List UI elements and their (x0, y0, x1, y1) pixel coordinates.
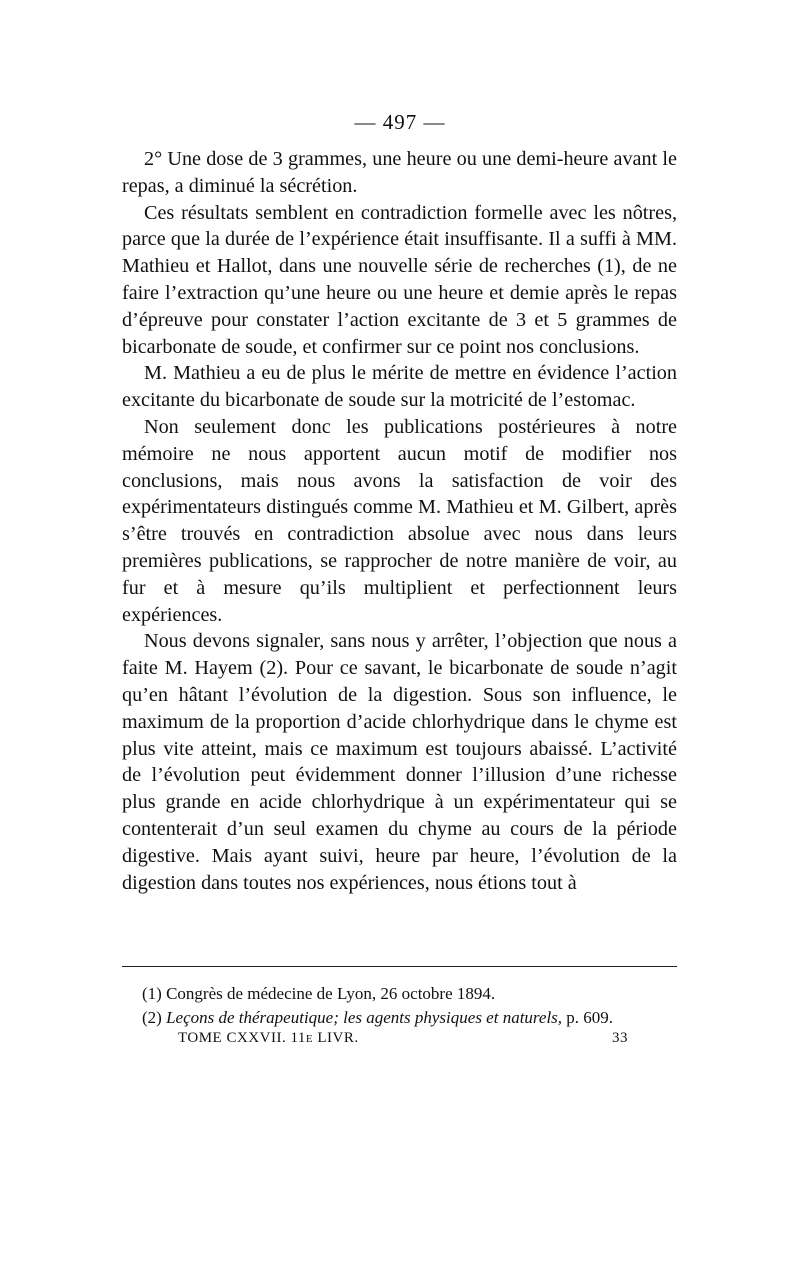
footnote-2-title: Leçons de thérapeutique; les agents physiques et naturels, (166, 1008, 563, 1027)
paragraph-4: Non seulement donc les publications postérieures à notre mémoire ne nous apportent aucun motif de modifier nos conclusions, mais nous avons la satisfaction de voir des expérimentateurs distingués comme M. Mathieu et M. Gilbert, après s’être trouvés en contradiction absolue avec nous dans leurs premières publications, se rapprocher de notre manière de voir, au fur et à mesure qu’ils multiplient et perfectionnent leurs expériences. (122, 415, 677, 626)
printer-signature (178, 1030, 628, 1047)
footnote-2-marker: (2) (142, 1008, 167, 1027)
paragraph-2: Ces résultats semblent en contradiction formelle avec les nôtres, parce que la durée de l’expérience était insuffisante. Il a suffi à MM. Mathieu et Hallot, dans une nouvelle série de recherches (1), de ne faire l’extraction qu’une heure ou une heure et demie après le repas d’épreuve pour constater l’action excitante de 3 et 5 grammes de bicarbonate de soude, et confirmer sur ce point nos conclusions. (122, 201, 677, 358)
footnote-2-page: p. 609. (562, 1008, 614, 1027)
main-text (122, 146, 677, 896)
sheet-number: 33 (612, 1030, 628, 1046)
paragraph-1: 2° Une dose de 3 grammes, une heure ou une demi-heure avant le repas, a diminué la sécrétion. (122, 148, 677, 197)
paragraph-5: Nous devons signaler, sans nous y arrêter, l’objection que nous a faite M. Hayem (2). Pour ce savant, le bicarbonate de soude n’agit qu’en hâtant l’évolution de la digestion. Sous son influence, le maximum de la proportion d’acide chlorhydrique dans le chyme est plus vite atteint, mais ce maximum est toujours abaissé. L’activité de l’évolution peut évidemment donner l’illusion d’une richesse plus grande en acide chlorhydrique à un expérimentateur qui se contenterait d’un seul examen du chyme au cours de la période digestive. Mais ayant suivi, heure par heure, l’évolution de la digestion dans toutes nos expériences, nous étions tout à (122, 630, 677, 894)
footnote-2 (142, 1006, 677, 1030)
footnote-divider (122, 966, 677, 967)
footnote-1: (1) Congrès de médecine de Lyon, 26 octobre 1894. (142, 984, 496, 1003)
volume-mark: TOME CXXVII. 11e LIVR. (178, 1030, 359, 1046)
footnotes (142, 982, 677, 1030)
paragraph-3: M. Mathieu a eu de plus le mérite de mettre en évidence l’action excitante du bicarbonate de soude sur la motricité de l’estomac. (122, 362, 677, 412)
page-number: — 497 — (354, 110, 446, 134)
